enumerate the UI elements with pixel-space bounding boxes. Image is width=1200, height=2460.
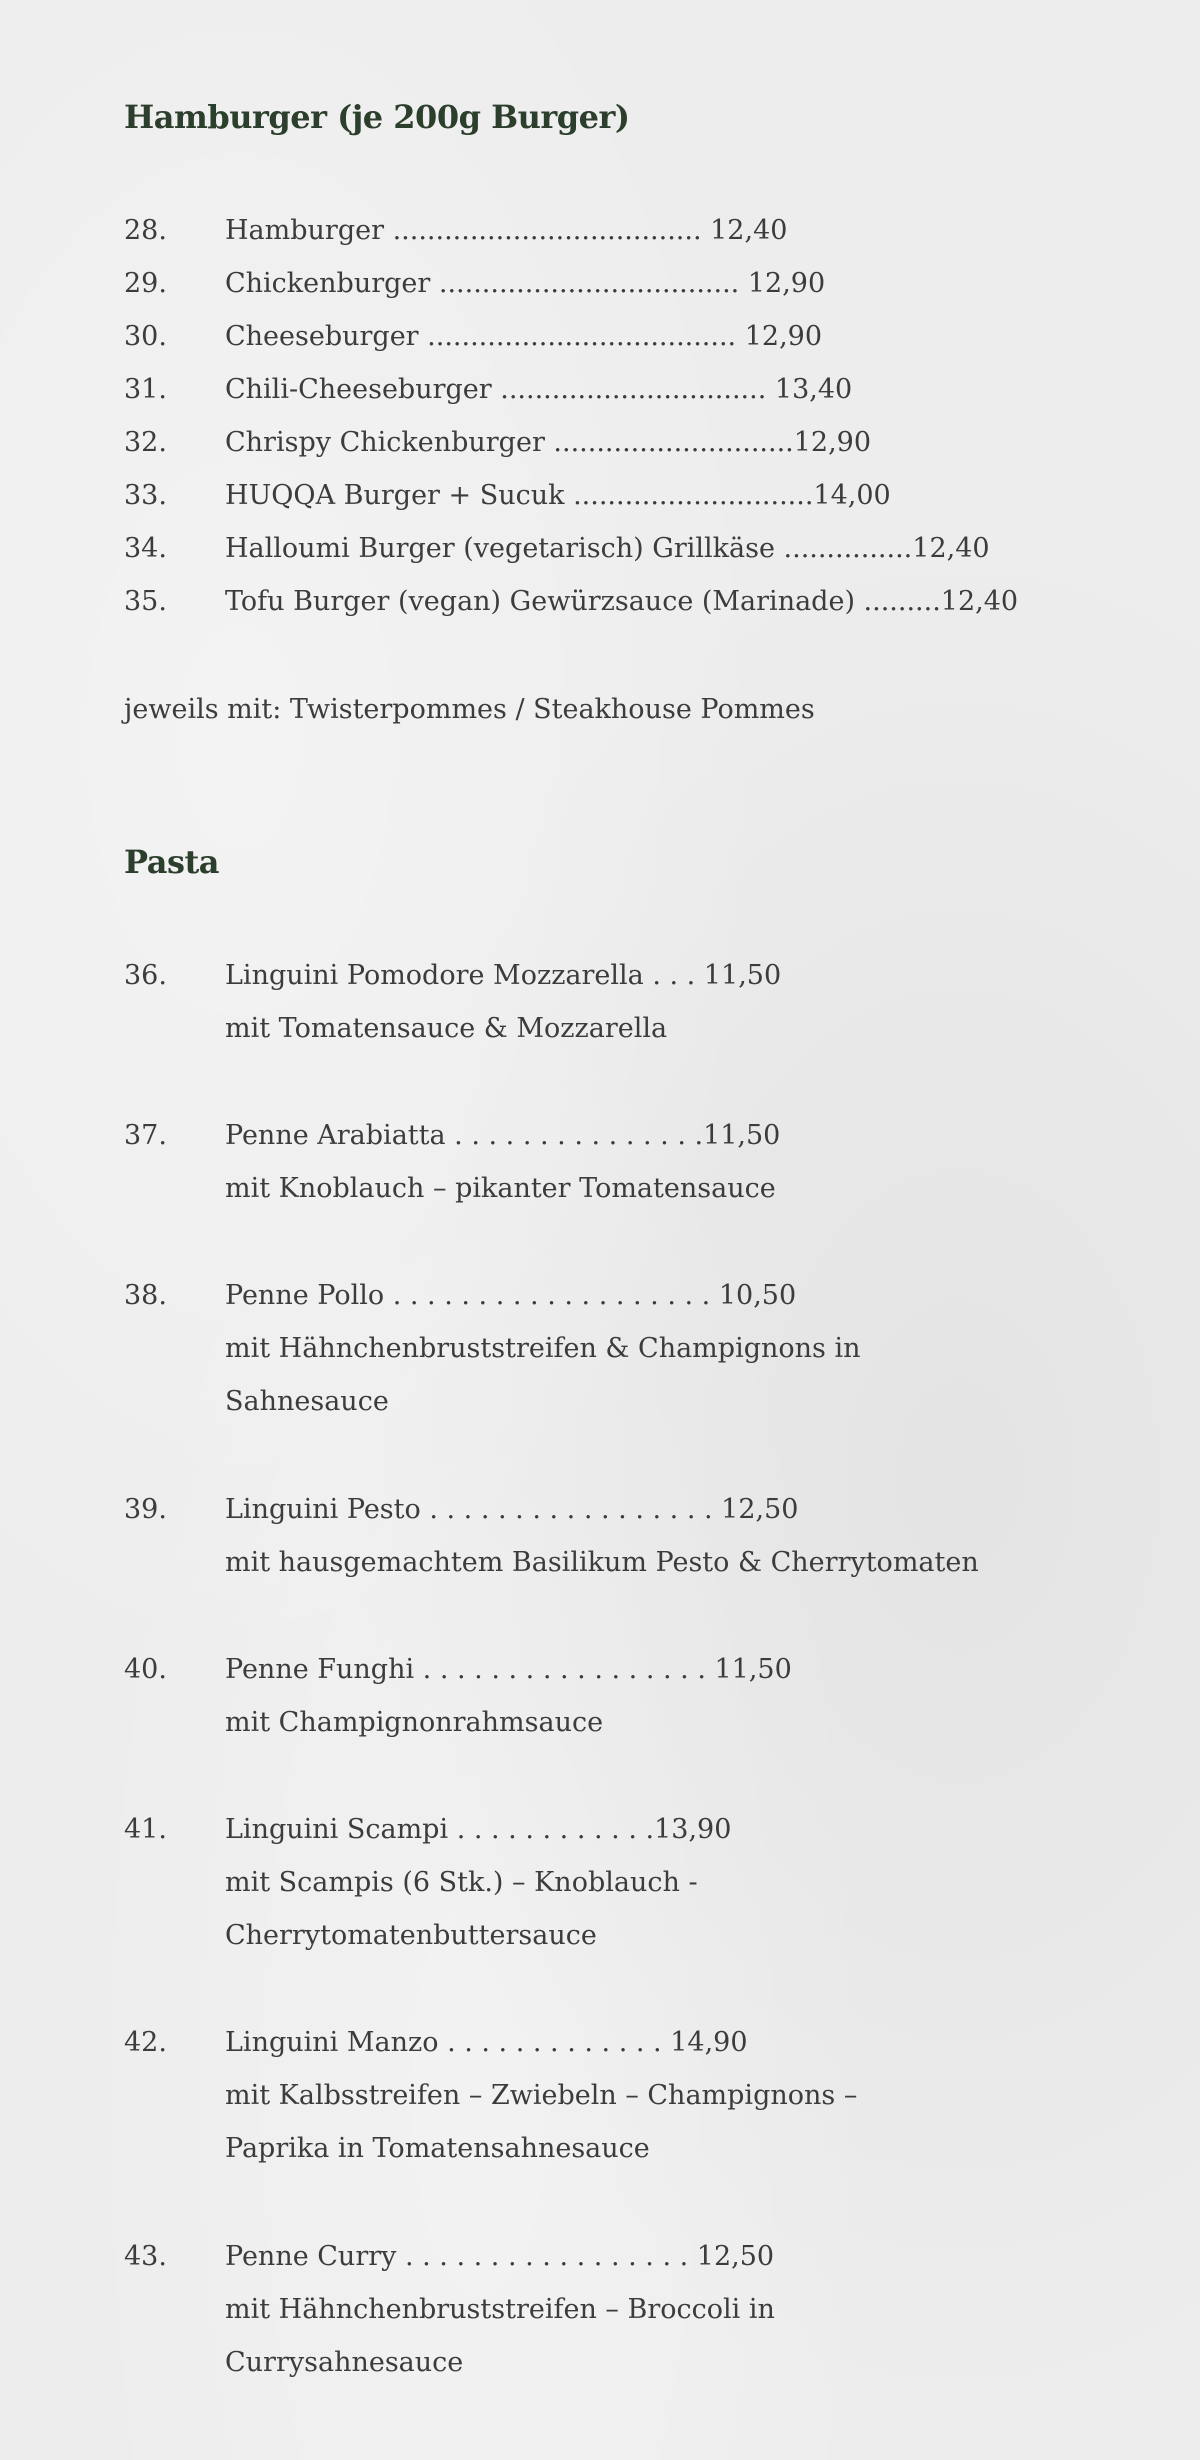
item-description: mit Tomatensauce & Mozzarella: [225, 1013, 668, 1044]
item-number: 36.: [124, 960, 167, 991]
item-text: HUQQA Burger + Sucuk ............................14,00: [225, 480, 891, 511]
item-number: 32.: [124, 427, 167, 458]
item-text: Halloumi Burger (vegetarisch) Grillkäse ...............12,40: [225, 533, 990, 564]
item-number: 39.: [124, 1494, 167, 1525]
item-number: 37.: [124, 1120, 167, 1151]
item-description: Paprika in Tomatensahnesauce: [225, 2133, 650, 2164]
item-text: Cheeseburger .................................... 12,90: [225, 321, 823, 352]
item-description: mit Scampis (6 Stk.) – Knoblauch -: [225, 1867, 698, 1898]
item-text: Linguini Manzo . . . . . . . . . . . . . 14,90: [225, 2027, 748, 2058]
item-text: Penne Pollo . . . . . . . . . . . . . . . . . . . 10,50: [225, 1280, 797, 1311]
item-number: 33.: [124, 480, 167, 511]
item-number: 31.: [124, 374, 167, 405]
item-description: mit Knoblauch – pikanter Tomatensauce: [225, 1173, 776, 1204]
item-description: Sahnesauce: [225, 1386, 389, 1417]
item-text: Linguini Scampi . . . . . . . . . . . .13,90: [225, 1814, 732, 1845]
item-description: Currysahnesauce: [225, 2347, 464, 2378]
item-number: 29.: [124, 268, 167, 299]
item-number: 42.: [124, 2027, 167, 2058]
item-number: 38.: [124, 1280, 167, 1311]
item-text: Tofu Burger (vegan) Gewürzsauce (Marinade) .........12,40: [225, 586, 1019, 617]
item-text: Linguini Pomodore Mozzarella . . . 11,50: [225, 960, 782, 991]
item-text: Linguini Pesto . . . . . . . . . . . . . . . . . 12,50: [225, 1494, 799, 1525]
item-text: Hamburger .................................... 12,40: [225, 215, 788, 246]
item-text: Chickenburger ................................... 12,90: [225, 268, 826, 299]
hamburger-side-note: jeweils mit: Twisterpommes / Steakhouse Pommes: [124, 694, 815, 725]
item-description: mit Hähnchenbruststreifen – Broccoli in: [225, 2294, 775, 2325]
item-description: Cherrytomatenbuttersauce: [225, 1920, 597, 1951]
item-text: Chili-Cheeseburger ............................... 13,40: [225, 374, 853, 405]
item-description: mit hausgemachtem Basilikum Pesto & Cherrytomaten: [225, 1547, 979, 1578]
item-number: 28.: [124, 215, 167, 246]
item-description: mit Champignonrahmsauce: [225, 1707, 604, 1738]
item-number: 30.: [124, 321, 167, 352]
item-text: Penne Curry . . . . . . . . . . . . . . . . . 12,50: [225, 2241, 775, 2272]
item-description: mit Kalbsstreifen – Zwiebeln – Champignons –: [225, 2080, 858, 2111]
hamburger-section-title: Hamburger (je 200g Burger): [124, 98, 630, 136]
item-text: Penne Arabiatta . . . . . . . . . . . . . . .11,50: [225, 1120, 781, 1151]
item-number: 43.: [124, 2241, 167, 2272]
item-number: 40.: [124, 1654, 167, 1685]
item-number: 41.: [124, 1814, 167, 1845]
item-description: mit Hähnchenbruststreifen & Champignons in: [225, 1333, 861, 1364]
item-number: 35.: [124, 586, 167, 617]
pasta-section-title: Pasta: [124, 843, 219, 881]
item-number: 34.: [124, 533, 167, 564]
item-text: Penne Funghi . . . . . . . . . . . . . . . . . 11,50: [225, 1654, 792, 1685]
item-text: Chrispy Chickenburger ............................12,90: [225, 427, 872, 458]
